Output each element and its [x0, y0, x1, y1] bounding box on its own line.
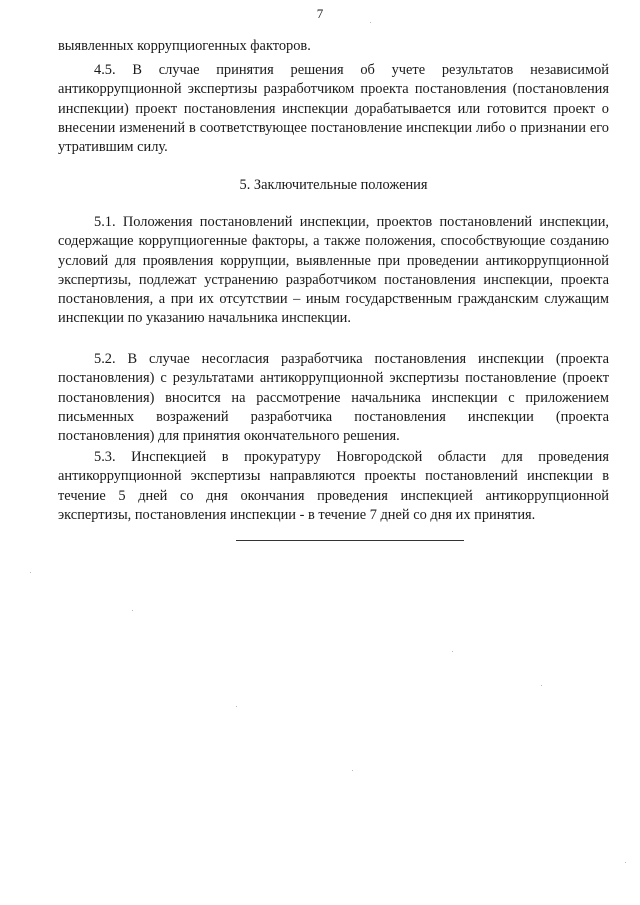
- scan-speck: [236, 706, 237, 707]
- continuation-text: выявленных коррупциогенных факторов.: [58, 38, 311, 54]
- scan-speck: [541, 685, 542, 686]
- scan-speck: [452, 651, 453, 652]
- clause-5-2: [58, 350, 609, 446]
- clause-5-2-text: 5.2. В случае несогласия разработчика постановления инспекции (проекта постановления) с результатами антикоррупционной экспертизы постановление (проект постановления) вносится на рассмотрение начальника инспекции с приложением письменных возражений разработчика постановления инспекции (проекта постановления) для принятия окончательного решения.: [58, 351, 609, 445]
- scan-speck: [132, 610, 133, 611]
- end-separator-line: [236, 540, 464, 541]
- clause-5-3-text: 5.3. Инспекцией в прокуратуру Новгородской области для проведения антикоррупционной экспертизы направляются проекты постановлений инспекции в течение 5 дней со дня окончания проведения инспекцией антикоррупционной экспертизы, постановления инспекции - в течение 7 дней со дня их принятия.: [58, 449, 609, 523]
- clause-4-5-text: 4.5. В случае принятия решения об учете результатов независимой антикоррупционной экспертизы разработчиком проекта постановления (постановления инспекции) проект постановления инспекции дорабатывается или готовится проект о внесении изменений в соответствующее постановление инспекции либо о признании его утратившим силу.: [58, 62, 609, 156]
- section-heading: 5. Заключительные положения: [239, 177, 428, 193]
- clause-5-1: [58, 213, 609, 329]
- continuation-paragraph: [58, 37, 609, 56]
- clause-4-5: [58, 61, 609, 157]
- scan-speck: [352, 770, 353, 771]
- scan-speck: [625, 862, 626, 863]
- clause-5-1-text: 5.1. Положения постановлений инспекции, проектов постановлений инспекции, содержащие коррупциогенные факторы, а также положения, способствующие созданию условий для проявления коррупции, выявленные при проведении антикоррупционной экспертизы, подлежат устранению разработчиком постановления инспекции, проекта постановления, а при их отсутствии – иным государственным гражданским служащим инспекции по указанию начальника инспекции.: [58, 214, 609, 327]
- clause-5-3: [58, 448, 609, 525]
- page-number: 7: [316, 6, 324, 21]
- scan-speck: [370, 22, 371, 23]
- scan-speck: [30, 572, 31, 573]
